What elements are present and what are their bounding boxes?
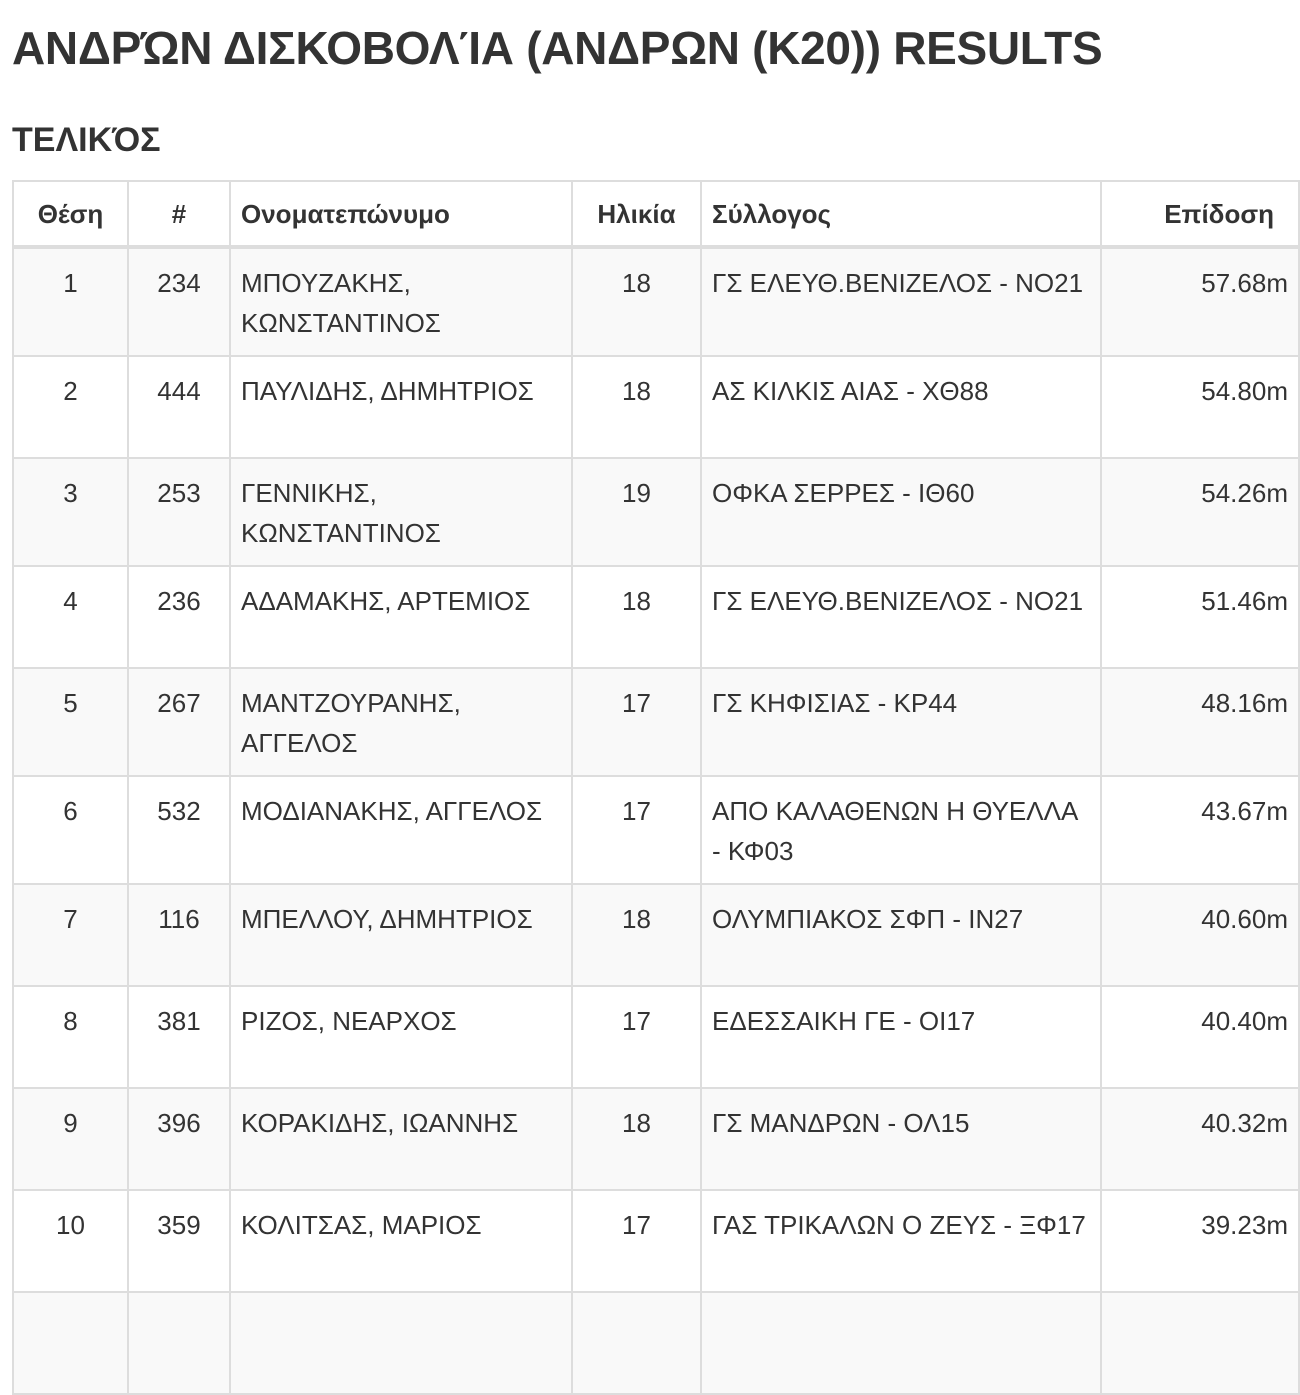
cell-name: ΡΙΖΟΣ, ΝΕΑΡΧΟΣ [230,986,572,1088]
cell-name: ΜΑΝΤΖΟΥΡΑΝΗΣ, ΑΓΓΕΛΟΣ [230,668,572,776]
cell-name: ΑΔΑΜΑΚΗΣ, ΑΡΤΕΜΙΟΣ [230,566,572,668]
table-row [13,776,1299,884]
cell-position: 7 [13,884,128,986]
cell-mark: 57.68m [1101,247,1299,356]
table-row [13,356,1299,458]
cell-club: ΓΣ ΜΑΝΔΡΩΝ - ΟΛ15 [701,1088,1101,1190]
cell-mark: 40.32m [1101,1088,1299,1190]
cell-bib: 359 [128,1190,230,1292]
table-row [13,458,1299,566]
cell-name: ΜΠΕΛΛΟΥ, ΔΗΜΗΤΡΙΟΣ [230,884,572,986]
cell-position: 3 [13,458,128,566]
cell-name: ΜΟΔΙΑΝΑΚΗΣ, ΑΓΓΕΛΟΣ [230,776,572,884]
cell-bib [128,1292,230,1394]
cell-name [230,1292,572,1394]
cell-mark: 54.80m [1101,356,1299,458]
cell-age: 17 [572,986,701,1088]
table-header [13,181,1299,247]
cell-position: 6 [13,776,128,884]
section-title: ΤΕΛΙΚΌΣ [12,121,161,159]
table-body [13,247,1299,1394]
cell-club: ΓΣ ΕΛΕΥΘ.ΒΕΝΙΖΕΛΟΣ - ΝΟ21 [701,247,1101,356]
cell-mark: 43.67m [1101,776,1299,884]
cell-mark: 40.40m [1101,986,1299,1088]
cell-club: ΟΛΥΜΠΙΑΚΟΣ ΣΦΠ - ΙΝ27 [701,884,1101,986]
cell-position: 8 [13,986,128,1088]
cell-mark: 54.26m [1101,458,1299,566]
cell-mark: 48.16m [1101,668,1299,776]
cell-position: 1 [13,247,128,356]
cell-club: ΕΔΕΣΣΑΙΚΗ ΓΕ - ΟΙ17 [701,986,1101,1088]
cell-name: ΚΟΡΑΚΙΔΗΣ, ΙΩΑΝΝΗΣ [230,1088,572,1190]
header-mark: Επίδοση [1101,181,1299,247]
cell-mark: 51.46m [1101,566,1299,668]
header-name: Ονοματεπώνυμο [230,181,572,247]
cell-age: 18 [572,356,701,458]
cell-name: ΓΕΝΝΙΚΗΣ, ΚΩΝΣΤΑΝΤΙΝΟΣ [230,458,572,566]
cell-bib: 381 [128,986,230,1088]
cell-age [572,1292,701,1394]
table-row [13,986,1299,1088]
cell-name: ΚΟΛΙΤΣΑΣ, ΜΑΡΙΟΣ [230,1190,572,1292]
cell-name: ΜΠΟΥΖΑΚΗΣ, ΚΩΝΣΤΑΝΤΙΝΟΣ [230,247,572,356]
cell-mark: 39.23m [1101,1190,1299,1292]
cell-club: ΓΣ ΕΛΕΥΘ.ΒΕΝΙΖΕΛΟΣ - ΝΟ21 [701,566,1101,668]
cell-bib: 267 [128,668,230,776]
cell-age: 18 [572,247,701,356]
cell-bib: 116 [128,884,230,986]
cell-club: ΓΑΣ ΤΡΙΚΑΛΩΝ Ο ΖΕΥΣ - ΞΦ17 [701,1190,1101,1292]
cell-age: 17 [572,776,701,884]
cell-club: ΟΦΚΑ ΣΕΡΡΕΣ - ΙΘ60 [701,458,1101,566]
cell-age: 18 [572,566,701,668]
cell-bib: 234 [128,247,230,356]
cell-mark: 40.60m [1101,884,1299,986]
cell-mark [1101,1292,1299,1394]
cell-bib: 236 [128,566,230,668]
table-row [13,1292,1299,1394]
cell-age: 18 [572,884,701,986]
cell-position [13,1292,128,1394]
cell-age: 17 [572,668,701,776]
cell-age: 17 [572,1190,701,1292]
page-title: ΑΝΔΡΏΝ ΔΙΣΚΟΒΟΛΊΑ (ΑΝΔΡΩΝ (Κ20)) RESULTS [12,22,1103,74]
cell-bib: 253 [128,458,230,566]
cell-age: 18 [572,1088,701,1190]
cell-position: 9 [13,1088,128,1190]
table-row [13,1190,1299,1292]
cell-club: ΑΠΟ ΚΑΛΑΘΕΝΩΝ Η ΘΥΕΛΛΑ - ΚΦ03 [701,776,1101,884]
table-row [13,247,1299,356]
cell-club [701,1292,1101,1394]
header-club: Σύλλογος [701,181,1101,247]
header-bib: # [128,181,230,247]
cell-club: ΓΣ ΚΗΦΙΣΙΑΣ - ΚΡ44 [701,668,1101,776]
results-table [12,180,1300,1395]
cell-bib: 444 [128,356,230,458]
cell-position: 10 [13,1190,128,1292]
cell-club: ΑΣ ΚΙΛΚΙΣ ΑΙΑΣ - ΧΘ88 [701,356,1101,458]
table-row [13,1088,1299,1190]
cell-position: 5 [13,668,128,776]
table-row [13,566,1299,668]
cell-bib: 396 [128,1088,230,1190]
header-age: Ηλικία [572,181,701,247]
table-row [13,668,1299,776]
table-row [13,884,1299,986]
cell-position: 2 [13,356,128,458]
header-position: Θέση [13,181,128,247]
header-row [13,181,1299,247]
cell-age: 19 [572,458,701,566]
cell-position: 4 [13,566,128,668]
cell-bib: 532 [128,776,230,884]
cell-name: ΠΑΥΛΙΔΗΣ, ΔΗΜΗΤΡΙΟΣ [230,356,572,458]
